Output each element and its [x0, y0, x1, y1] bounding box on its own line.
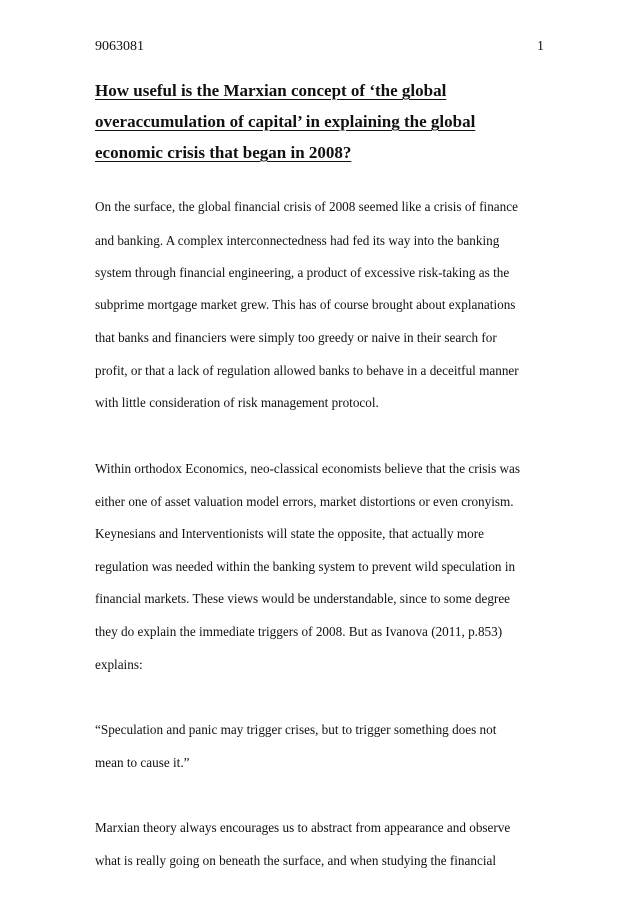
text-line: with little consideration of risk management protocol.	[95, 395, 379, 410]
page-number: 1	[537, 39, 544, 54]
title-line: How useful is the Marxian concept of ‘the global	[95, 81, 447, 100]
text-line: what is really going on beneath the surface, and when studying the financial	[95, 853, 496, 868]
text-line: profit, or that a lack of regulation allowed banks to behave in a deceitful manner	[95, 363, 519, 378]
text-line: subprime mortgage market grew. This has of course brought about explanations	[95, 297, 516, 312]
text-line: that banks and financiers were simply too greedy or naive in their search for	[95, 330, 497, 345]
essay-title	[95, 75, 547, 168]
text-line: On the surface, the global financial crisis of 2008 seemed like a crisis of finance	[95, 199, 518, 214]
text-line: Within orthodox Economics, neo-classical economists believe that the crisis was	[95, 461, 521, 476]
title-line: economic crisis that began in 2008?	[95, 143, 352, 162]
text-line: “Speculation and panic may trigger crises, but to trigger something does not	[95, 722, 497, 737]
text-line: and banking. A complex interconnectedness had fed its way into the banking	[95, 233, 500, 248]
text-line: system through financial engineering, a product of excessive risk-taking as the	[95, 265, 510, 280]
text-line: mean to cause it.”	[95, 755, 190, 770]
text-line: Marxian theory always encourages us to abstract from appearance and observe	[95, 820, 511, 835]
text-line: explains:	[95, 657, 143, 672]
text-line: financial markets. These views would be understandable, since to some degree	[95, 591, 511, 606]
page-header	[95, 37, 544, 57]
text-line: Keynesians and Interventionists will state the opposite, that actually more	[95, 526, 484, 541]
text-line: regulation was needed within the banking system to prevent wild speculation in	[95, 559, 516, 574]
title-line: overaccumulation of capital’ in explaining the global	[95, 112, 476, 131]
document-id: 9063081	[95, 39, 144, 54]
text-line: they do explain the immediate triggers of 2008. But as Ivanova (2011, p.853)	[95, 624, 503, 639]
text-line: either one of asset valuation model errors, market distortions or even cronyism.	[95, 494, 514, 509]
